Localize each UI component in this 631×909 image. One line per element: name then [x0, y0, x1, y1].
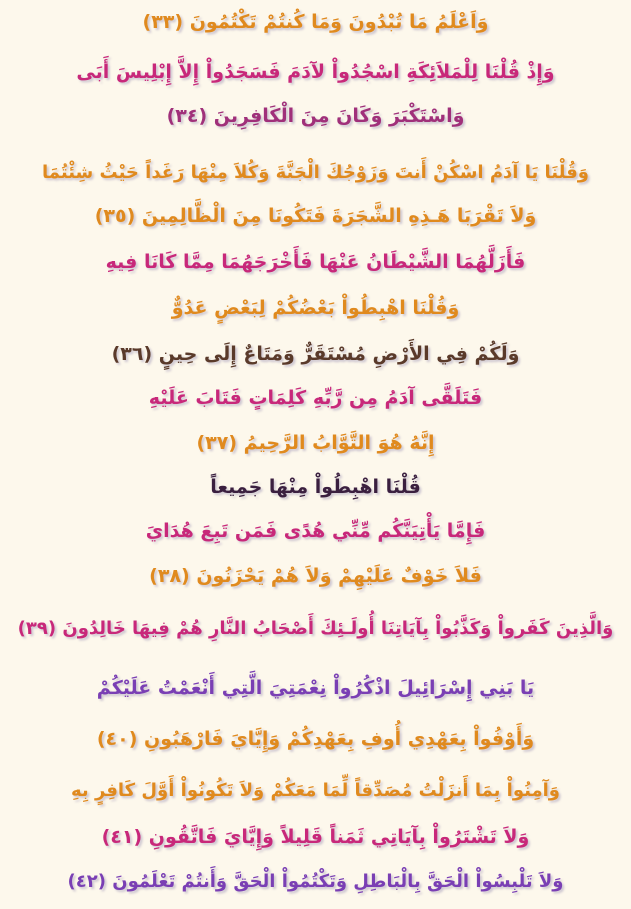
- verse-line: إِنَّهُ هُوَ التَّوَّابُ الرَّحِيمُ (٣٧): [196, 432, 435, 454]
- verse-line: وَلاَ تَلْبِسُواْ الْحَقَّ بِالْبَاطِلِ وَتَكْتُمُواْ الْحَقَّ وَأَنتُمْ تَعْلَمُونَ (٤٢): [67, 871, 564, 892]
- verse-line: وَإِذْ قُلْنَا لِلْمَلاَئِكَةِ اسْجُدُواْ لآدَمَ فَسَجَدُواْ إِلاَّ إِبْلِيسَ أَبَى: [76, 61, 555, 83]
- verse-line: فَتَلَقَّى آدَمُ مِن رَّبِّهِ كَلِمَاتٍ فَتَابَ عَلَيْهِ: [148, 387, 483, 409]
- verse-line: وَلَكُمْ فِي الأَرْضِ مُسْتَقَرٌّ وَمَتَاعٌ إِلَى حِينٍ (٣٦): [111, 343, 520, 365]
- verse-line: فَلاَ خَوْفٌ عَلَيْهِمْ وَلاَ هُمْ يَحْزَنُونَ (٣٨): [149, 565, 482, 587]
- verse-line: فَأَزَلَّهُمَا الشَّيْطَانُ عَنْهَا فَأَخْرَجَهُمَا مِمَّا كَانَا فِيهِ: [105, 251, 526, 273]
- verse-line: قُلْنَا اهْبِطُواْ مِنْهَا جَمِيعاً: [210, 476, 421, 498]
- verse-line: وَآمِنُواْ بِمَا أَنزَلْتُ مُصَدِّقاً لِّمَا مَعَكُمْ وَلاَ تَكُونُواْ أَوَّلَ كَافِرٍ بِهِ: [71, 780, 560, 801]
- verse-line: وَأَوْفُواْ بِعَهْدِي أُوفِ بِعَهْدِكُمْ وَإِيَّايَ فَارْهَبُونِ (٤٠): [96, 728, 535, 750]
- verse-line: وَلاَ تَشْتَرُواْ بِآيَاتِي ثَمَناً قَلِيلاً وَإِيَّايَ فَاتَّقُونِ (٤١): [101, 826, 530, 848]
- verse-line: وَاسْتَكْبَرَ وَكَانَ مِنَ الْكَافِرِينَ (٣٤): [166, 105, 465, 127]
- verse-line: يَا بَنِي إِسْرَائِيلَ اذْكُرُواْ نِعْمَتِيَ الَّتِي أَنْعَمْتُ عَلَيْكُمْ: [96, 677, 535, 699]
- verse-line: وَقُلْنَا يَا آدَمُ اسْكُنْ أَنتَ وَزَوْجُكَ الْجَنَّةَ وَكُلاَ مِنْهَا رَغَداً حَيْثُ شِئْتُمَا: [42, 162, 589, 183]
- verse-line: وَالَّذِينَ كَفَرواْ وَكَذَّبُواْ بِآيَاتِنَا أُولَـئِكَ أَصْحَابُ النَّارِ هُمْ فِيهَا خَالِدُونَ (٣٩): [17, 618, 614, 639]
- verse-line: فَإِمَّا يَأْتِيَنَّكُم مِّنِّي هُدًى فَمَن تَبِعَ هُدَايَ: [145, 520, 486, 542]
- verse-line: وَقُلْنَا اهْبِطُواْ بَعْضُكُمْ لِبَعْضٍ عَدُوٌّ: [171, 297, 460, 319]
- verse-line: وَلاَ تَقْرَبَا هَـذِهِ الشَّجَرَةَ فَتَكُونَا مِنَ الْظَّالِمِينَ (٣٥): [94, 205, 537, 227]
- verse-line: وَاَعْلَمُ مَا تُبْدُونَ وَمَا كُنتُمْ تَكْتُمُونَ (٣٣): [142, 11, 489, 33]
